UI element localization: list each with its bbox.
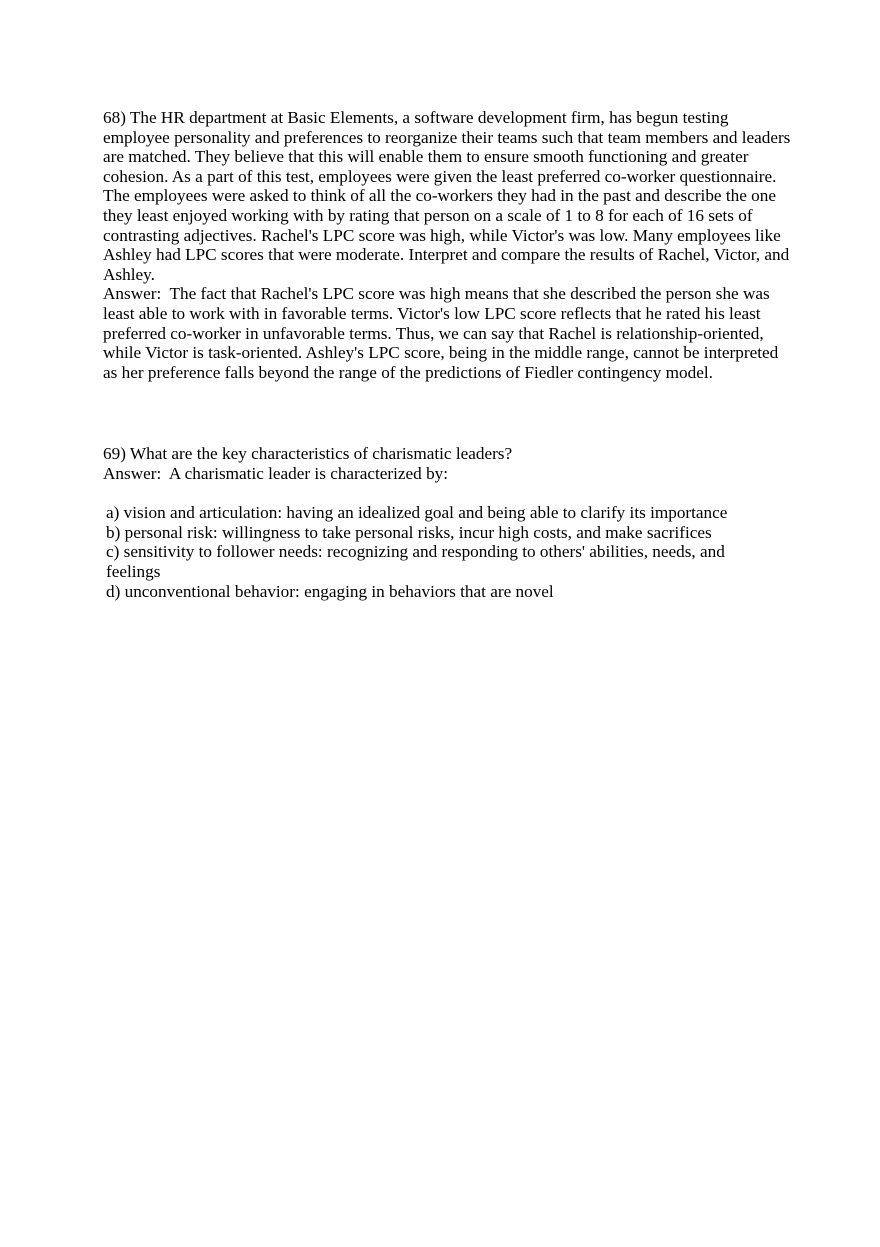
list-item: b) personal risk: willingness to take personal risks, incur high costs, and make sacrifices [106,522,712,542]
answer-69-intro: Answer: A charismatic leader is characterized by: [103,463,449,483]
question-69-block [103,444,793,601]
question-68-block [103,108,793,382]
answer-68-text: Answer: The fact that Rachel's LPC score was high means that she described the person she was least able to work with in favorable terms. Victor's low LPC score reflects that he rated his least preferred co-worker in unfavorable terms. Thus, we can say that Rachel is relationship-oriented, while Victor is task-oriented. Ashley's LPC score, being in the middle range, cannot be interpreted as her preference falls beyond the range of the predictions of Fiedler contingency model. [103,284,783,382]
list-item: d) unconventional behavior: engaging in behaviors that are novel [106,581,554,601]
list-item: c) sensitivity to follower needs: recognizing and responding to others' abilities, needs, and feelings [106,542,725,581]
characteristics-list [103,503,746,601]
list-item: a) vision and articulation: having an idealized goal and being able to clarify its importance [106,503,728,523]
question-69-text: 69) What are the key characteristics of charismatic leaders? [103,444,513,463]
question-68-text: 68) The HR department at Basic Elements, a software development firm, has begun testing employee personality and preferences to reorganize their teams such that team members and leaders are matched. They believe that this will enable them to ensure smooth functioning and greater cohesion. As a part of this test, employees were given the least preferred co-worker questionnaire. The employees were asked to think of all the co-workers they had in the past and describe the one they least enjoyed working with by rating that person on a scale of 1 to 8 for each of 16 sets of contrasting adjectives. Rachel's LPC score was high, while Victor's was low. Many employees like Ashley had LPC scores that were moderate. Interpret and compare the results of Rachel, Victor, and Ashley. [103,108,795,284]
